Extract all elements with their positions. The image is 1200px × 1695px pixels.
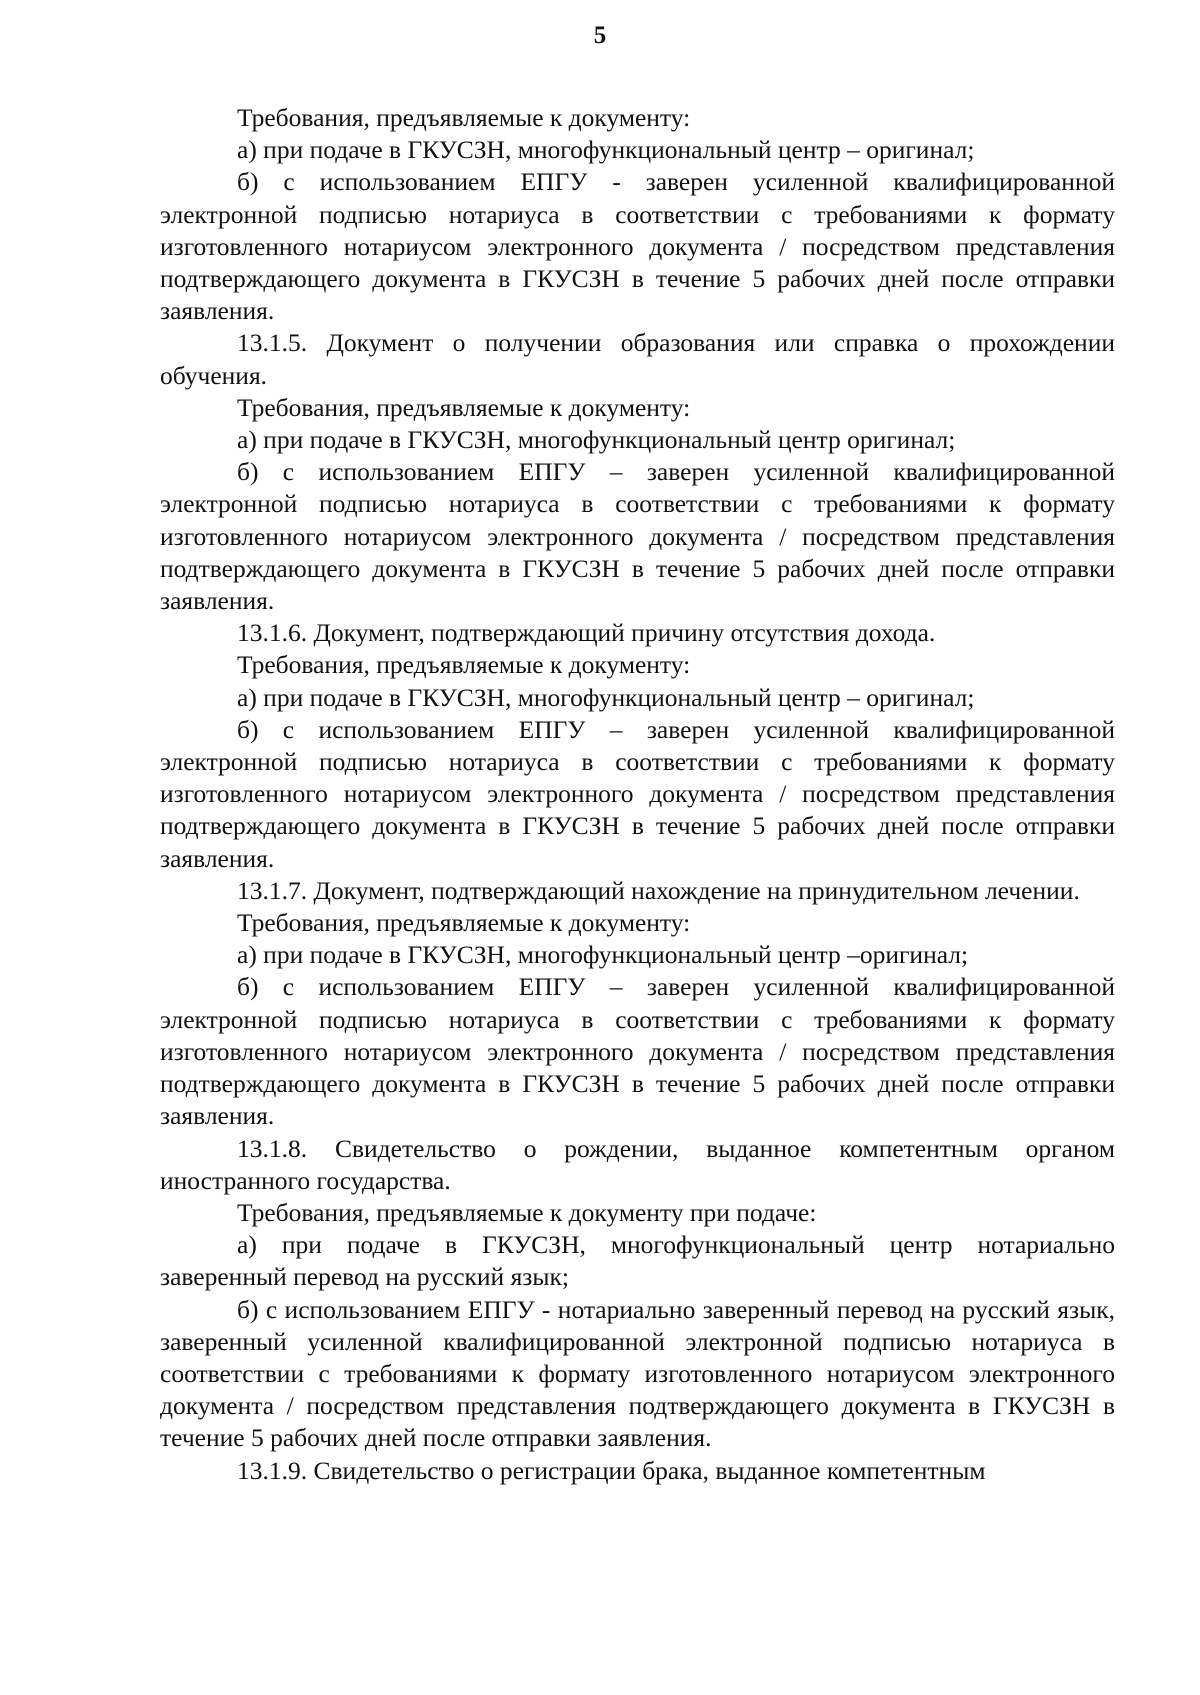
section-13-1-6: 13.1.6. Документ, подтверждающий причину отсутствия дохода. bbox=[237, 618, 936, 648]
requirement-item-a: а) при подаче в ГКУСЗН, многофункциональный центр –оригинал; bbox=[237, 940, 969, 970]
requirement-item-b: б) с использованием ЕПГУ – заверен усиленной квалифицированной электронной подписью нотариуса в соответствии с требованиями к формату изготовленного нотариусом электронного документа / посредством представления подтверждающего документа в ГКУСЗН в течение 5 рабочих дней после отправки заявления. bbox=[160, 714, 1115, 873]
requirement-item-b: б) с использованием ЕПГУ - нотариально заверенный перевод на русский язык, заверенный усиленной квалифицированной электронной подписью нотариуса в соответствии с требованиями к формату изготовленного нотариусом электронного документа / посредством представления подтверждающего документа в ГКУСЗН в течение 5 рабочих дней после отправки заявления. bbox=[160, 1294, 1115, 1453]
requirements-heading: Требования, предъявляемые к документу: bbox=[237, 908, 691, 938]
requirements-heading: Требования, предъявляемые к документу: bbox=[237, 392, 691, 422]
requirement-item-b: б) с использованием ЕПГУ – заверен усиленной квалифицированной электронной подписью нотариуса в соответствии с требованиями к формату изготовленного нотариусом электронного документа / посредством представления подтверждающего документа в ГКУСЗН в течение 5 рабочих дней после отправки заявления. bbox=[160, 972, 1115, 1131]
requirements-heading: Требования, предъявляемые к документу при подаче: bbox=[237, 1197, 817, 1227]
section-13-1-8: 13.1.8. Свидетельство о рождении, выданное компетентным органом иностранного государства. bbox=[160, 1133, 1115, 1195]
requirement-item-a: а) при подаче в ГКУСЗН, многофункциональный центр – оригинал; bbox=[237, 682, 975, 712]
requirement-item-b: б) с использованием ЕПГУ – заверен усиленной квалифицированной электронной подписью нотариуса в соответствии с требованиями к формату изготовленного нотариусом электронного документа / посредством представления подтверждающего документа в ГКУСЗН в течение 5 рабочих дней после отправки заявления. bbox=[160, 457, 1115, 616]
page-number: 5 bbox=[593, 22, 607, 49]
requirement-item-a: а) при подаче в ГКУСЗН, многофункциональный центр – оригинал; bbox=[237, 135, 975, 165]
requirement-item-b: б) с использованием ЕПГУ - заверен усиленной квалифицированной электронной подписью нотариуса в соответствии с требованиями к формату изготовленного нотариусом электронного документа / посредством представления подтверждающего документа в ГКУСЗН в течение 5 рабочих дней после отправки заявления. bbox=[160, 167, 1115, 326]
section-13-1-5: 13.1.5. Документ о получении образования или справка о прохождении обучения. bbox=[160, 328, 1115, 390]
requirement-item-a: а) при подаче в ГКУСЗН, многофункциональный центр нотариально заверенный перевод на русский язык; bbox=[160, 1230, 1115, 1292]
requirements-heading: Требования, предъявляемые к документу: bbox=[237, 650, 691, 680]
section-13-1-9: 13.1.9. Свидетельство о регистрации брака, выданное компетентным bbox=[237, 1455, 986, 1485]
requirements-heading: Требования, предъявляемые к документу: bbox=[237, 103, 691, 132]
document-body bbox=[160, 102, 1115, 1487]
requirement-item-a: а) при подаче в ГКУСЗН, многофункциональный центр оригинал; bbox=[237, 425, 956, 455]
section-13-1-7: 13.1.7. Документ, подтверждающий нахождение на принудительном лечении. bbox=[237, 875, 1080, 905]
